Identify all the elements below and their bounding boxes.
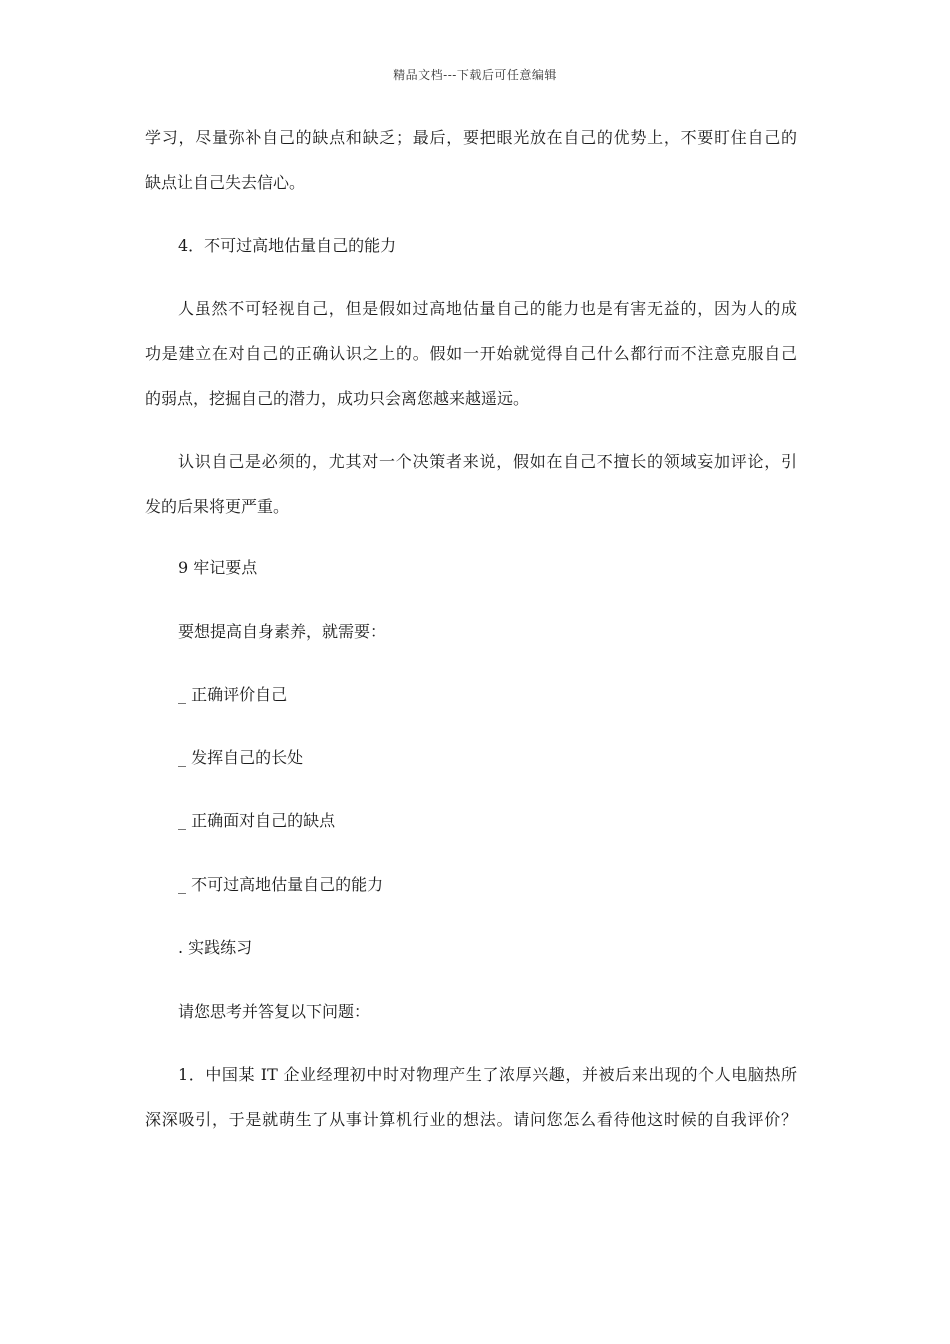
- section-heading-4: 4．不可过高地估量自己的能力: [178, 236, 397, 255]
- paragraph-3-line-2: 发的后果将更严重。: [145, 497, 290, 516]
- key-point-item: _ 不可过高地估量自己的能力: [178, 875, 384, 894]
- paragraph-1-line-1: 学习，尽量弥补自己的缺点和缺乏；最后，要把眼光放在自己的优势上，不要盯住自己的: [145, 128, 797, 147]
- key-points-intro: 要想提高自身素养，就需要：: [178, 622, 387, 641]
- paragraph-1-line-2: 缺点让自己失去信心。: [145, 173, 306, 192]
- paragraph-3-line-1: 认识自己是必须的，尤其对一个决策者来说，假如在自己不擅长的领域妄加评论，引: [178, 452, 797, 471]
- question-1-line-2: 深深吸引，于是就萌生了从事计算机行业的想法。请问您怎么看待他这时候的自我评价？: [145, 1110, 797, 1129]
- key-point-item: _ 正确面对自己的缺点: [178, 811, 336, 830]
- key-point-item: _ 发挥自己的长处: [178, 748, 304, 767]
- section-heading-9: 9 牢记要点: [178, 558, 258, 577]
- page-header: 精品文档---下载后可任意编辑: [393, 68, 557, 82]
- key-point-item: _ 正确评价自己: [178, 685, 288, 704]
- paragraph-2-line-2: 功是建立在对自己的正确认识之上的。假如一开始就觉得自己什么都行而不注意克服自己: [145, 344, 797, 363]
- question-1-line-1: 1．中国某 IT 企业经理初中时对物理产生了浓厚兴趣，并被后来出现的个人电脑热所: [178, 1065, 797, 1084]
- questions-intro: 请您思考并答复以下问题：: [178, 1002, 371, 1021]
- practice-heading: . 实践练习: [178, 938, 253, 957]
- paragraph-2-line-1: 人虽然不可轻视自己，但是假如过高地估量自己的能力也是有害无益的，因为人的成: [178, 299, 797, 318]
- paragraph-2-line-3: 的弱点，挖掘自己的潜力，成功只会离您越来越遥远。: [145, 389, 530, 408]
